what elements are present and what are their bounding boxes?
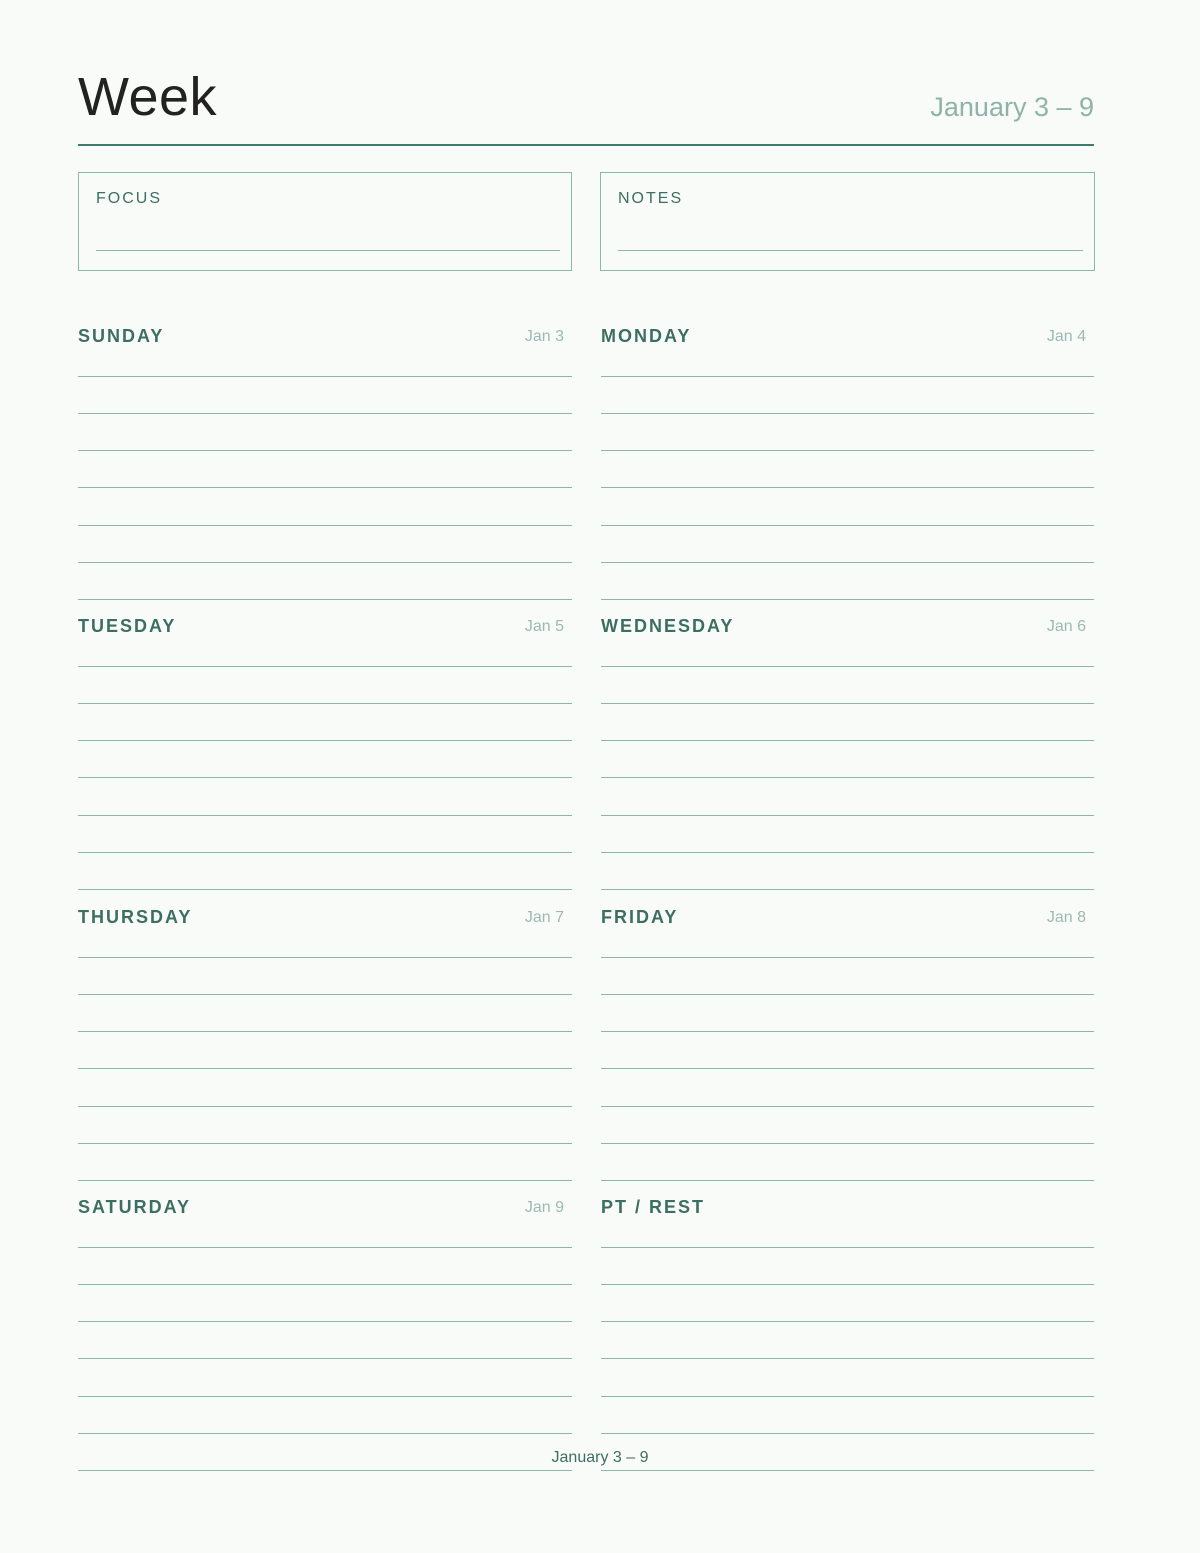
writing-line[interactable] <box>601 1396 1094 1397</box>
writing-line[interactable] <box>601 562 1094 563</box>
day-name: THURSDAY <box>78 907 193 927</box>
writing-line[interactable] <box>78 1396 572 1397</box>
writing-line[interactable] <box>601 777 1094 778</box>
writing-line[interactable] <box>601 1433 1094 1434</box>
writing-line[interactable] <box>78 562 572 563</box>
writing-line[interactable] <box>78 1358 572 1359</box>
writing-line[interactable] <box>601 666 1094 667</box>
writing-line[interactable] <box>601 1470 1094 1471</box>
day-name: WEDNESDAY <box>601 616 735 636</box>
writing-line[interactable] <box>601 1321 1094 1322</box>
writing-line[interactable] <box>601 1284 1094 1285</box>
writing-line[interactable] <box>78 957 572 958</box>
writing-line[interactable] <box>78 1321 572 1322</box>
writing-line[interactable] <box>601 525 1094 526</box>
writing-line[interactable] <box>601 376 1094 377</box>
writing-line[interactable] <box>78 1068 572 1069</box>
writing-line[interactable] <box>78 450 572 451</box>
day-section-friday <box>601 891 1094 1191</box>
writing-line[interactable] <box>78 889 572 890</box>
writing-line[interactable] <box>78 487 572 488</box>
header-rule <box>78 144 1094 146</box>
day-name: SATURDAY <box>78 1197 192 1217</box>
writing-line[interactable] <box>601 1106 1094 1107</box>
day-name: SUNDAY <box>78 326 165 346</box>
date-range: January 3 – 9 <box>930 92 1094 122</box>
writing-line[interactable] <box>601 1068 1094 1069</box>
day-date: Jan 5 <box>524 618 564 635</box>
day-section-monday <box>601 310 1094 610</box>
writing-line[interactable] <box>601 852 1094 853</box>
writing-line[interactable] <box>601 1358 1094 1359</box>
day-date: Jan 6 <box>1046 618 1086 635</box>
day-section-sunday <box>78 310 572 610</box>
writing-line[interactable] <box>78 740 572 741</box>
day-section-pt-rest <box>601 1181 1094 1481</box>
writing-line[interactable] <box>78 852 572 853</box>
focus-line <box>96 250 560 251</box>
notes-label: NOTES <box>618 190 684 207</box>
day-name: PT / REST <box>601 1197 706 1217</box>
writing-line[interactable] <box>601 413 1094 414</box>
writing-line[interactable] <box>601 1031 1094 1032</box>
writing-line[interactable] <box>601 1247 1094 1248</box>
writing-line[interactable] <box>78 1470 572 1471</box>
writing-line[interactable] <box>78 1106 572 1107</box>
writing-line[interactable] <box>601 994 1094 995</box>
day-date: Jan 9 <box>524 1199 564 1216</box>
writing-line[interactable] <box>601 450 1094 451</box>
footer-date-range: January 3 – 9 <box>551 1449 649 1466</box>
writing-line[interactable] <box>601 487 1094 488</box>
writing-line[interactable] <box>78 994 572 995</box>
day-name: TUESDAY <box>78 616 177 636</box>
writing-line[interactable] <box>78 666 572 667</box>
day-date: Jan 4 <box>1046 328 1086 345</box>
day-name: MONDAY <box>601 326 692 346</box>
writing-line[interactable] <box>78 1247 572 1248</box>
notes-line <box>618 250 1083 251</box>
page-title: Week <box>78 67 218 127</box>
focus-label: FOCUS <box>96 190 162 207</box>
writing-line[interactable] <box>78 815 572 816</box>
writing-line[interactable] <box>78 703 572 704</box>
day-section-wednesday <box>601 600 1094 900</box>
writing-line[interactable] <box>78 1433 572 1434</box>
day-date: Jan 8 <box>1046 909 1086 926</box>
day-date: Jan 7 <box>524 909 564 926</box>
day-date: Jan 3 <box>524 328 564 345</box>
day-section-saturday <box>78 1181 572 1481</box>
writing-line[interactable] <box>601 957 1094 958</box>
focus-box[interactable] <box>78 172 572 271</box>
day-name: FRIDAY <box>601 907 679 927</box>
writing-line[interactable] <box>78 1031 572 1032</box>
day-section-thursday <box>78 891 572 1191</box>
writing-line[interactable] <box>78 376 572 377</box>
writing-line[interactable] <box>78 525 572 526</box>
writing-line[interactable] <box>78 1143 572 1144</box>
writing-line[interactable] <box>78 1284 572 1285</box>
writing-line[interactable] <box>78 777 572 778</box>
day-section-tuesday <box>78 600 572 900</box>
writing-line[interactable] <box>601 1143 1094 1144</box>
writing-line[interactable] <box>78 413 572 414</box>
writing-line[interactable] <box>601 889 1094 890</box>
writing-line[interactable] <box>601 740 1094 741</box>
writing-line[interactable] <box>601 815 1094 816</box>
writing-line[interactable] <box>601 703 1094 704</box>
notes-box[interactable] <box>600 172 1095 271</box>
